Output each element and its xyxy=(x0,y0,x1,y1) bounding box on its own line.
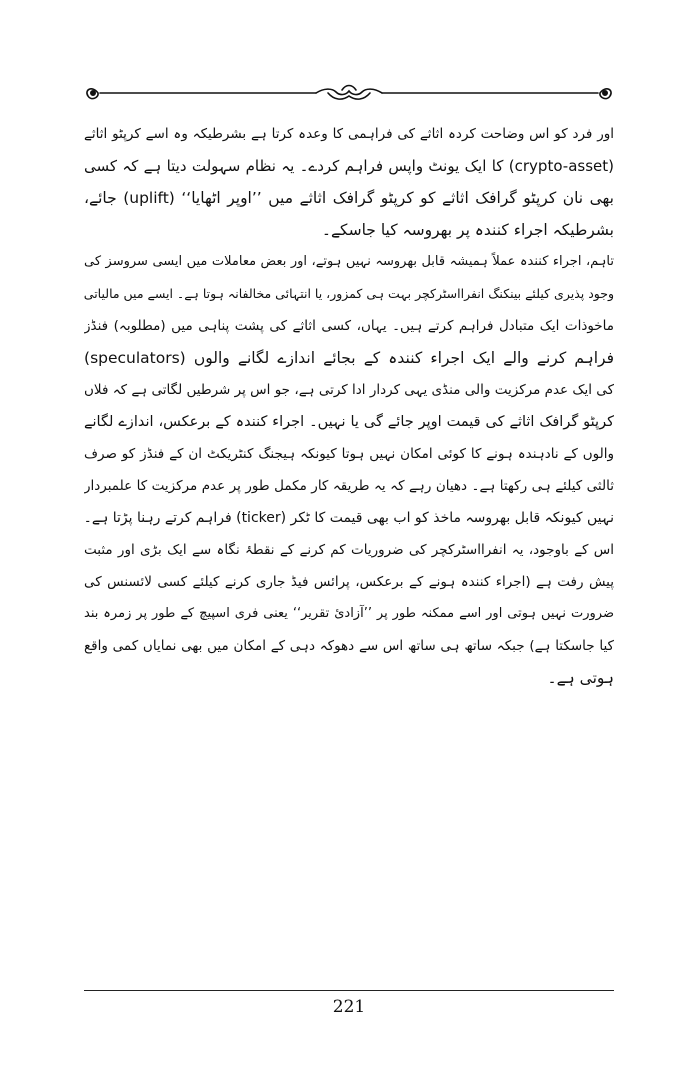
document-body xyxy=(84,118,614,694)
text-line: پیش رفت ہے (اجراء کنندہ ہونے کے برعکس، پرائس فیڈ جاری کرنے کیلئے کسی لائسنس کی xyxy=(84,574,614,590)
text-line: ثالثی کیلئے ہی رکھتا ہے۔ دھیان رہے کہ یہ طریقہ کار مکمل طور پر عدم مرکزیت کا علمبردار xyxy=(84,478,614,494)
text-line: تاہم، اجراء کنندہ عملاً ہمیشہ قابل بھروسہ نہیں ہوتے، اور بعض معاملات میں ایسی سروسز کی xyxy=(84,254,614,269)
text-line: (crypto-asset) کا ایک یونٹ واپس فراہم کردے۔ یہ نظام سہولت دیتا ہے کہ کسی xyxy=(84,157,614,175)
paragraph-1 xyxy=(84,118,614,246)
text-line: ضرورت نہیں ہوتی اور اسے ممکنہ طور پر ’’آزادئ تقریر‘‘ یعنی فری اسپیچ کے طور پر زمرہ بند xyxy=(84,606,614,621)
text-line: والوں کے نادہندہ ہونے کا کوئی امکان نہیں ہوتا کیونکہ ہیجنگ کنٹریکٹ ان کے فنڈز کو صرف xyxy=(84,446,614,462)
paragraph-3 xyxy=(84,534,614,694)
text-line: کرپٹو گرافک اثاثے کی قیمت اوپر جائے گی یا نہیں۔ اجراء کنندہ کے برعکس، اندازے لگانے xyxy=(84,414,614,430)
text-line: اس کے باوجود، یہ انفرااسٹرکچر کی ضروریات کم کرنے کے نقطۂ نگاہ سے ایک بڑی اور مثبت xyxy=(84,542,614,558)
text-line: کی ایک عدم مرکزیت والی منڈی یہی کردار ادا کرتی ہے، جو اس پر شرطیں لگاتی ہے کہ فلاں xyxy=(84,382,614,398)
text-line: ماخوذات ایک متبادل فراہم کرتے ہیں۔ یہاں، کسی اثاثے کی پشت پناہی میں (مطلوبہ) فنڈز xyxy=(84,318,614,334)
text-line: بھی نان کرپٹو گرافک اثاثے کو کرپٹو گرافک اثاثے میں ’’اوپر اٹھایا‘‘ (uplift) جائے، xyxy=(84,189,614,207)
paragraph-2 xyxy=(84,246,614,534)
page-number: 221 xyxy=(332,997,366,1017)
text-line: فراہم کرنے والے ایک اجراء کنندہ کے بجائے اندازے لگانے والوں (speculators) xyxy=(84,349,614,367)
text-line: کیا جاسکتا ہے) جبکہ ساتھ ہی ساتھ اس سے دھوکہ دہی کے امکان میں بھی نمایاں کمی واقع xyxy=(84,638,614,654)
swirl-divider-icon xyxy=(84,78,614,108)
text-line: وجود پذیری کیلئے بینکنگ انفرااسٹرکچر بہت ہی کمزور، یا انتہائی مخالفانہ ہوتا ہے۔ ایسے میں مالیاتی xyxy=(84,286,614,301)
text-line: اور فرد کو اس وضاحت کردہ اثاثے کی فراہمی کا وعدہ کرتا ہے بشرطیکہ وہ اسے کرپٹو اثاثے xyxy=(84,126,614,142)
text-line: ہوتی ہے۔ xyxy=(547,669,614,687)
text-line: بشرطیکہ اجراء کنندہ پر بھروسہ کیا جاسکے۔ xyxy=(321,221,614,239)
text-line: نہیں کیونکہ قابل بھروسہ ماخذ کو اب بھی قیمت کا ٹکر (ticker) فراہم کرتے رہنا پڑتا ہے۔ xyxy=(84,510,614,526)
footer-divider xyxy=(84,990,614,991)
